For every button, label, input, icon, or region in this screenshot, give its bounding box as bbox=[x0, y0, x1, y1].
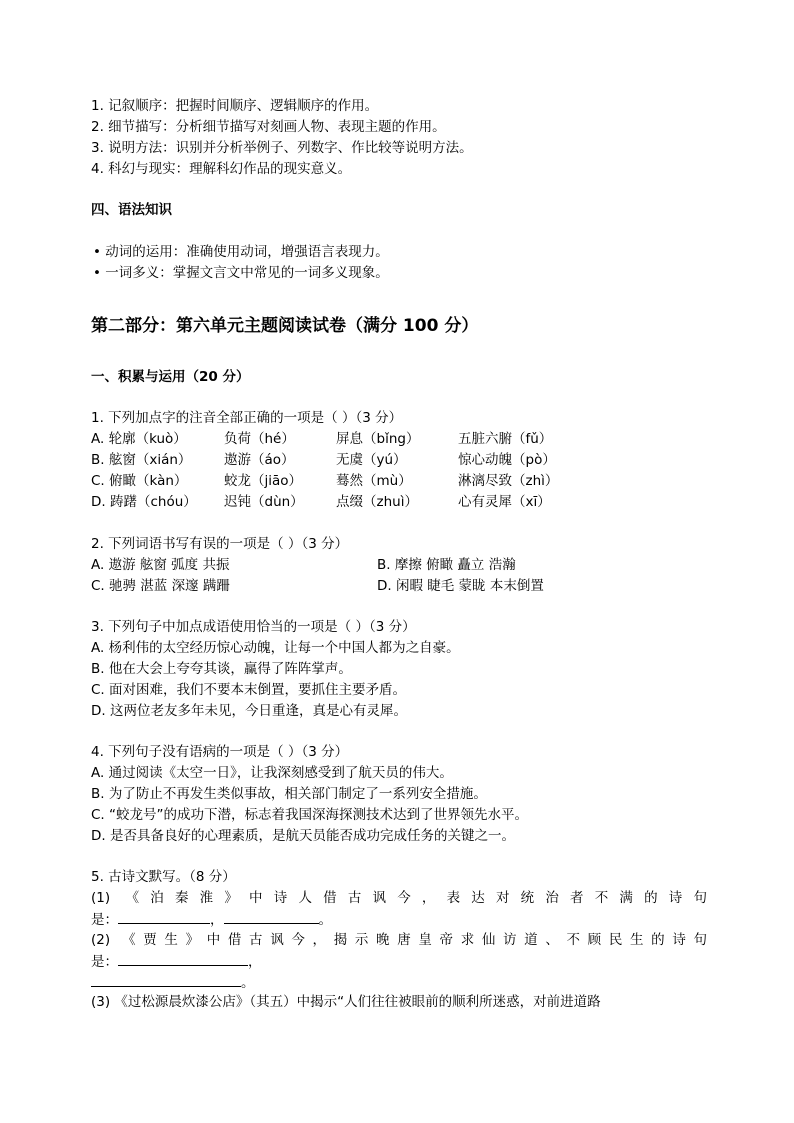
q3-option-d: D. 这两位老友多年未见，今日重逢，真是心有灵犀。 bbox=[91, 703, 407, 719]
reading-point-2: 2. 细节描写：分析细节描写对刻画人物、表现主题的作用。 bbox=[91, 119, 446, 135]
q2-option-d: D. 闲暇 睫毛 蒙眬 本末倒置 bbox=[377, 578, 544, 594]
period: 。 bbox=[241, 975, 255, 991]
q2-option-a: A. 遨游 舷窗 弧度 共振 bbox=[91, 557, 230, 573]
comma: ， bbox=[248, 954, 262, 970]
q1-option-a bbox=[91, 429, 552, 449]
q5-stem: 5. 古诗文默写。（8 分） bbox=[91, 869, 236, 885]
q1-a-3: 屏息（bǐng） bbox=[336, 431, 420, 447]
q1-c-2: 蛟龙（jiāo） bbox=[224, 473, 303, 489]
q1-b-4: 惊心动魄（pò） bbox=[458, 452, 556, 468]
q5-item-1-text: (1) 《泊秦淮》中诗人借古讽今，表达对统治者不满的诗句 bbox=[91, 890, 707, 906]
grammar-item-1: • 动词的运用：准确使用动词，增强语言表现力。 bbox=[93, 244, 389, 260]
reading-point-4: 4. 科幻与现实：理解科幻作品的现实意义。 bbox=[91, 161, 352, 177]
q1-d-1: D. 踌躇（chóu） bbox=[91, 494, 197, 510]
q3-option-c: C. 面对困难，我们不要本末倒置，要抓住主要矛盾。 bbox=[91, 682, 407, 698]
q3-option-a: A. 杨利伟的太空经历惊心动魄，让每一个中国人都为之自豪。 bbox=[91, 640, 460, 656]
q2-stem: 2. 下列词语书写有误的一项是（ ）（3 分） bbox=[91, 536, 349, 552]
answer-blank[interactable] bbox=[224, 908, 319, 924]
q2-option-c: C. 驰骋 湛蓝 深邃 蹒跚 bbox=[91, 578, 230, 594]
q5-item-2-prefix: 是： bbox=[91, 954, 118, 970]
q2-option-b: B. 摩擦 俯瞰 矗立 浩瀚 bbox=[377, 557, 516, 573]
q1-c-3: 蓦然（mù） bbox=[336, 473, 412, 489]
q1-d-2: 迟钝（dùn） bbox=[224, 494, 304, 510]
reading-point-3: 3. 说明方法：识别并分析举例子、列数字、作比较等说明方法。 bbox=[91, 140, 473, 156]
period: 。 bbox=[318, 912, 332, 928]
answer-blank[interactable] bbox=[118, 950, 248, 966]
q5-item-2-answer-line1 bbox=[91, 950, 262, 972]
answer-blank[interactable] bbox=[91, 971, 241, 987]
q1-option-c bbox=[91, 471, 558, 491]
q4-stem: 4. 下列句子没有语病的一项是（ ）（3 分） bbox=[91, 744, 349, 760]
q1-c-4: 淋漓尽致（zhì） bbox=[458, 473, 559, 489]
reading-point-1: 1. 记叙顺序：把握时间顺序、逻辑顺序的作用。 bbox=[91, 98, 379, 114]
q3-stem: 3. 下列句子中加点成语使用恰当的一项是（ ）（3 分） bbox=[91, 619, 416, 635]
q4-option-b: B. 为了防止不再发生类似事故，相关部门制定了一系列安全措施。 bbox=[91, 786, 487, 802]
q1-stem: 1. 下列加点字的注音全部正确的一项是（ ）（3 分） bbox=[91, 410, 403, 426]
comma: ， bbox=[210, 912, 224, 928]
grammar-item-2: • 一词多义：掌握文言文中常见的一词多义现象。 bbox=[93, 265, 389, 281]
q1-c-1: C. 俯瞰（kàn） bbox=[91, 473, 188, 489]
q4-option-d: D. 是否具备良好的心理素质，是航天员能否成功完成任务的关键之一。 bbox=[91, 828, 515, 844]
q5-item-2-text: (2) 《贾生》中借古讽今，揭示晚唐皇帝求仙访道、不顾民生的诗句 bbox=[91, 932, 707, 948]
q1-d-3: 点缀（zhuì） bbox=[336, 494, 418, 510]
q3-option-b: B. 他在大会上夸夸其谈，赢得了阵阵掌声。 bbox=[91, 661, 352, 677]
q1-a-4: 五脏六腑（fǔ） bbox=[458, 431, 553, 447]
q4-option-a: A. 通过阅读《太空一日》，让我深刻感受到了航天员的伟大。 bbox=[91, 765, 453, 781]
q1-a-1: A. 轮廓（kuò） bbox=[91, 431, 187, 447]
q1-b-3: 无虞（yú） bbox=[336, 452, 407, 468]
q1-a-2: 负荷（hé） bbox=[224, 431, 295, 447]
part2-title: 第二部分：第六单元主题阅读试卷（满分 100 分） bbox=[91, 316, 479, 336]
q5-item-1-answer bbox=[91, 908, 332, 930]
q1-b-2: 遨游（áo） bbox=[224, 452, 295, 468]
answer-blank[interactable] bbox=[118, 908, 210, 924]
q1-d-4: 心有灵犀（xī） bbox=[458, 494, 551, 510]
grammar-heading: 四、语法知识 bbox=[91, 202, 172, 218]
section1-heading: 一、积累与运用（20 分） bbox=[91, 369, 250, 385]
q5-item-3-text: (3) 《过松源晨炊漆公店》（其五）中揭示“人们往往被眼前的顺利所迷惑，对前进道路 bbox=[91, 994, 601, 1010]
q1-b-1: B. 舷窗（xián） bbox=[91, 452, 192, 468]
q1-option-b bbox=[91, 450, 556, 470]
q4-option-c: C. “蛟龙号”的成功下潜，标志着我国深海探测技术达到了世界领先水平。 bbox=[91, 807, 528, 823]
q1-option-d bbox=[91, 492, 551, 512]
q5-item-1-prefix: 是： bbox=[91, 912, 118, 928]
q5-item-2-answer-line2 bbox=[91, 971, 255, 993]
